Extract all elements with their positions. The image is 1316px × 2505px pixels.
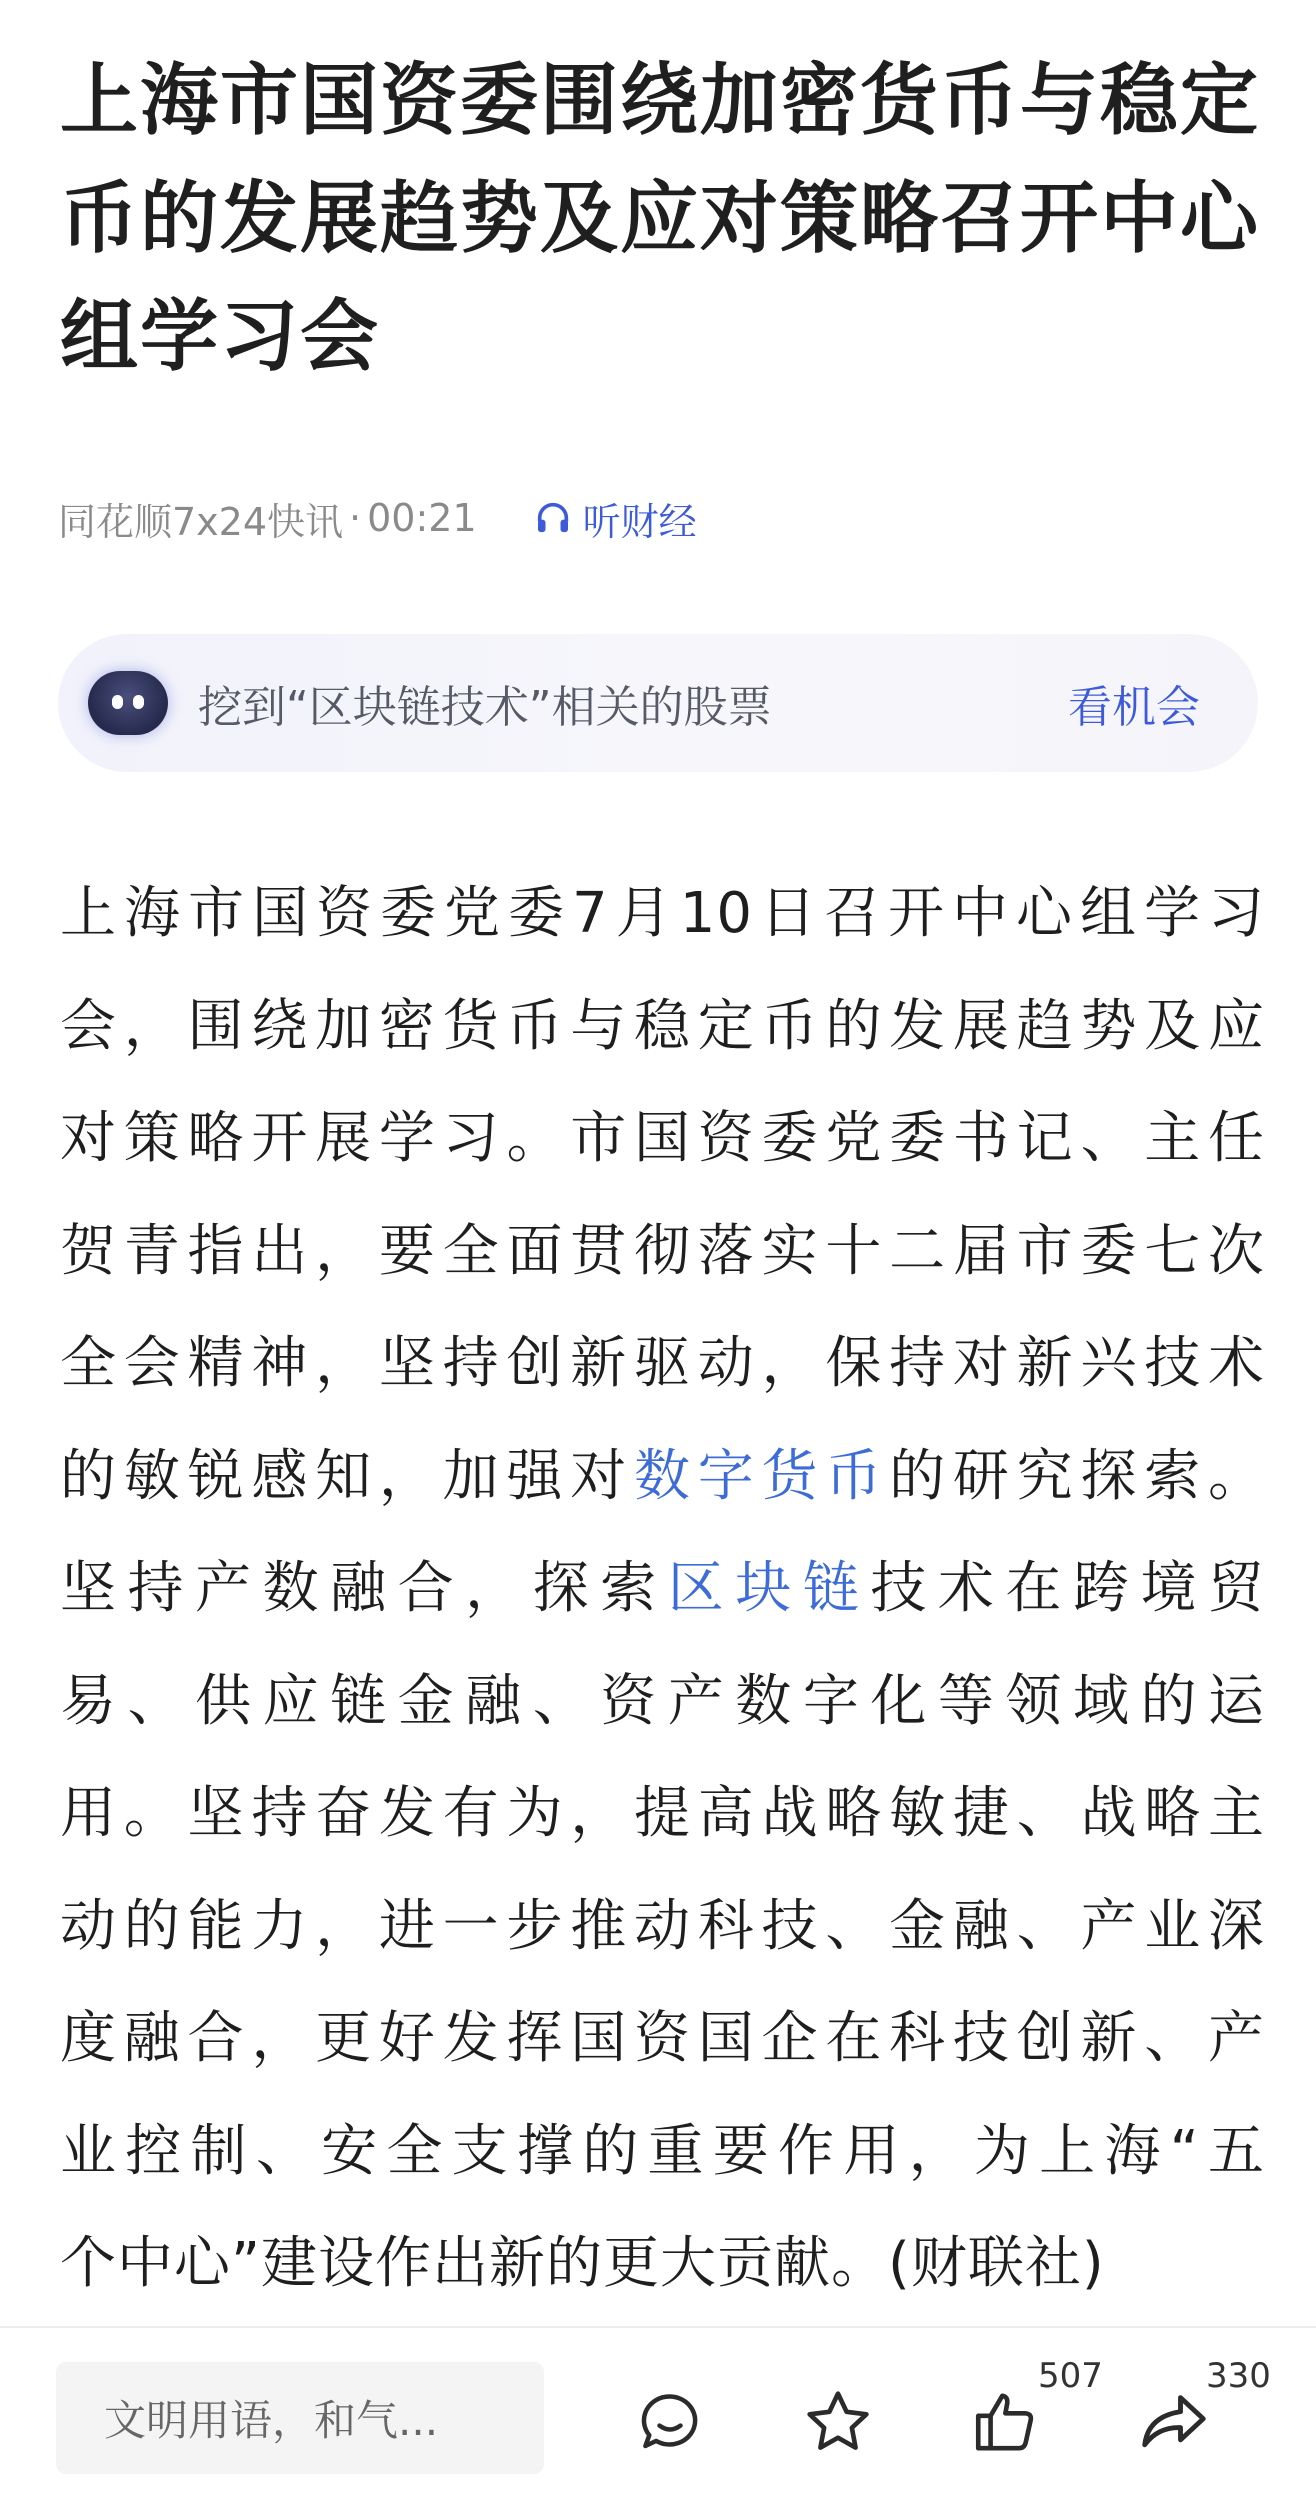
article-line bbox=[60, 1533, 1265, 1646]
stock-opportunity-banner[interactable] bbox=[58, 634, 1258, 772]
comment-icon bbox=[634, 2386, 706, 2458]
blockchain-link[interactable]: 区块链 bbox=[667, 1556, 871, 1621]
like-button[interactable] bbox=[966, 2382, 1046, 2462]
digital-currency-link[interactable]: 数字货币 bbox=[634, 1443, 890, 1509]
star-icon bbox=[801, 2385, 875, 2459]
article-line: 个中心”建设作出新的更大贡献。(财联社) bbox=[60, 2231, 1105, 2296]
thumb-up-icon bbox=[969, 2385, 1043, 2459]
article-line: 会，围绕加密货币与稳定币的发展趋势及应 bbox=[60, 993, 1265, 1059]
article-text: 技术在跨境贸 bbox=[870, 1556, 1266, 1621]
article-line: 用。坚持奋发有为，提高战略敏捷、战略主 bbox=[60, 1781, 1265, 1846]
share-button[interactable] bbox=[1134, 2382, 1214, 2462]
article-text: 坚持产数融合，探索 bbox=[60, 1556, 668, 1621]
article-line bbox=[60, 1421, 1265, 1534]
article-text: 的敏锐感知，加强对 bbox=[60, 1443, 634, 1509]
article-meta bbox=[58, 488, 697, 548]
article-line: 动的能力，进一步推动科技、金融、产业深 bbox=[60, 1893, 1265, 1959]
see-opportunity-link[interactable]: 看机会 bbox=[1068, 682, 1200, 733]
share-count: 330 bbox=[1206, 2356, 1271, 2396]
comment-input[interactable] bbox=[56, 2362, 544, 2474]
meta-separator: · bbox=[349, 496, 362, 540]
bottom-action-bar bbox=[0, 2326, 1316, 2505]
share-icon bbox=[1135, 2383, 1213, 2461]
article-title: 上海市国资委围绕加密货币与稳定币的发展趋势及应对策略召开中心组学习会 bbox=[60, 56, 1261, 382]
comment-button[interactable] bbox=[630, 2382, 710, 2462]
listen-label: 听财经 bbox=[582, 499, 697, 544]
listen-button[interactable] bbox=[533, 491, 697, 546]
article-body bbox=[60, 858, 1265, 2321]
article-line: 易、供应链金融、资产数字化等领域的运 bbox=[60, 1668, 1265, 1734]
article-line: 对策略开展学习。市国资委党委书记、主任 bbox=[60, 1106, 1265, 1171]
source-label: 同花顺7x24快讯 bbox=[58, 499, 344, 544]
article-line: 全会精神，坚持创新驱动，保持对新兴技术 bbox=[60, 1331, 1265, 1396]
favorite-button[interactable] bbox=[798, 2382, 878, 2462]
comment-placeholder: 文明用语，和气... bbox=[104, 2396, 439, 2445]
like-count: 507 bbox=[1038, 2356, 1103, 2396]
article-text: 的研究探索。 bbox=[889, 1443, 1266, 1509]
headphone-icon bbox=[533, 498, 573, 538]
robot-icon bbox=[88, 671, 168, 735]
publish-time: 00:21 bbox=[367, 496, 477, 540]
article-line: 业控制、安全支撑的重要作用，为上海“五 bbox=[60, 2118, 1265, 2184]
article-line: 上海市国资委党委7月10日召开中心组学习 bbox=[60, 881, 1265, 946]
article-line: 贺青指出，要全面贯彻落实十二届市委七次 bbox=[60, 1218, 1265, 1284]
opportunity-text: 挖到“区块链技术”相关的股票 bbox=[198, 682, 772, 733]
article-line: 度融合，更好发挥国资国企在科技创新、产 bbox=[60, 2006, 1265, 2071]
